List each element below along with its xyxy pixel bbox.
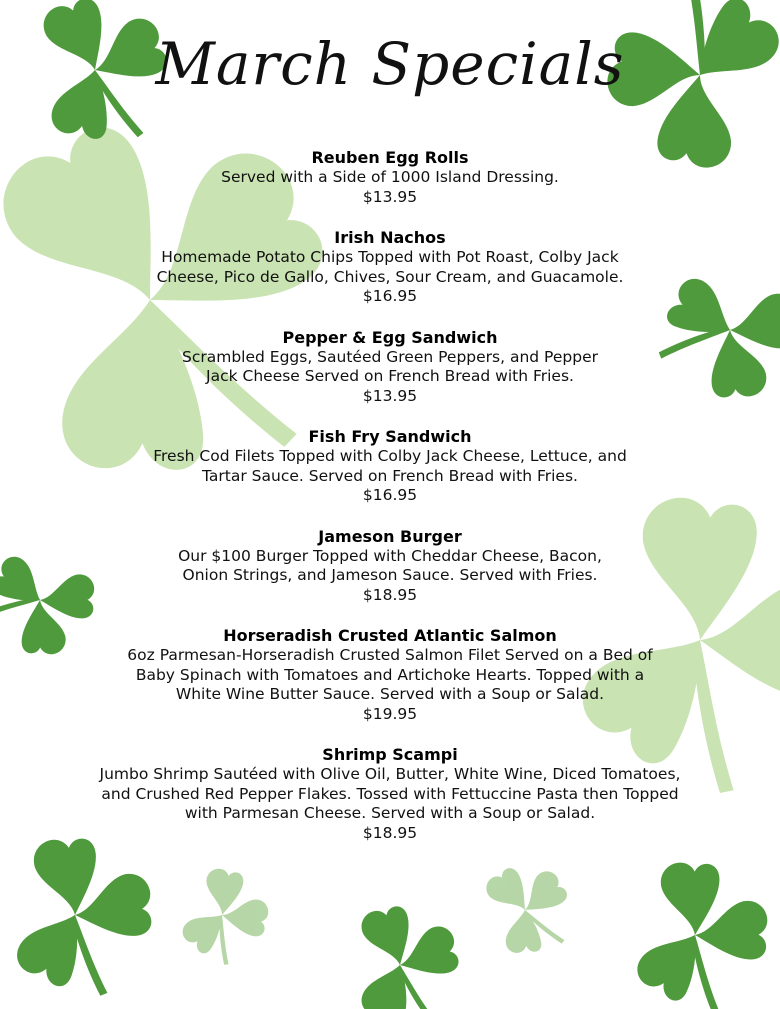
menu-item <box>90 625 690 724</box>
menu-item-price: $13.95 <box>362 187 418 206</box>
menu-item-description: White Wine Butter Sauce. Served with a Soup or Salad. <box>175 685 605 703</box>
menu-item-description: Jack Cheese Served on French Bread with Fries. <box>206 367 574 385</box>
menu-item-description: Our $100 Burger Topped with Cheddar Cheese, Bacon, <box>178 546 602 565</box>
menu-item-name: Pepper & Egg Sandwich <box>282 327 498 347</box>
shamrock-icon <box>477 850 585 965</box>
menu-item-description: Homemade Potato Chips Topped with Pot Roast, Colby Jack <box>161 248 619 266</box>
menu-item-price: $19.95 <box>362 704 418 723</box>
menu-item-description: Jumbo Shrimp Sautéed with Olive Oil, Butter, White Wine, Diced Tomatoes, <box>99 765 681 783</box>
menu-item-price: $13.95 <box>362 386 418 405</box>
menu-item-description: with Parmesan Cheese. Served with a Soup or Salad. <box>184 804 596 822</box>
menu-item-name: Horseradish Crusted Atlantic Salmon <box>223 626 557 645</box>
menu-item-name: Reuben Egg Rolls <box>311 148 469 167</box>
menu-item <box>90 744 690 843</box>
menu-item-description: Baby Spinach with Tomatoes and Artichoke Hearts. Topped with a <box>135 665 645 684</box>
menu-item-description: and Crushed Red Pepper Flakes. Tossed with Fettuccine Pasta then Topped <box>101 784 679 803</box>
menu-item <box>90 147 690 207</box>
menu-item <box>90 327 690 407</box>
shamrock-icon <box>354 901 464 1009</box>
menu-item <box>90 227 690 307</box>
menu-item-description: Scrambled Eggs, Sautéed Green Peppers, and Pepper <box>182 347 598 366</box>
menu-item-description: Cheese, Pico de Gallo, Chives, Sour Cream, and Guacamole. <box>156 267 624 286</box>
menu-item <box>90 526 690 606</box>
shamrock-icon <box>0 553 100 663</box>
menu-item-price: $16.95 <box>362 486 418 504</box>
menu-item-name: Jameson Burger <box>318 526 462 546</box>
menu-item-description: Fresh Cod Filets Topped with Colby Jack Cheese, Lettuce, and <box>153 447 627 465</box>
menu-list <box>90 147 690 863</box>
menu-item <box>90 426 690 506</box>
menu-item-price: $18.95 <box>362 585 418 604</box>
shamrock-icon <box>632 855 779 1009</box>
menu-item-price: $18.95 <box>362 823 418 842</box>
menu-item-name: Fish Fry Sandwich <box>308 427 472 446</box>
menu-item-description: Served with a Side of 1000 Island Dressing. <box>221 168 559 186</box>
menu-item-name: Shrimp Scampi <box>322 745 458 764</box>
menu-item-description: 6oz Parmesan-Horseradish Crusted Salmon Filet Served on a Bed of <box>127 646 653 664</box>
page-title: March Specials <box>155 30 625 98</box>
shamrock-icon <box>176 862 280 974</box>
menu-item-price: $16.95 <box>362 287 418 305</box>
menu-item-description: Onion Strings, and Jameson Sauce. Served with Fries. <box>182 566 598 584</box>
menu-item-description: Tartar Sauce. Served on French Bread with Fries. <box>202 466 578 485</box>
menu-item-name: Irish Nachos <box>334 228 446 247</box>
